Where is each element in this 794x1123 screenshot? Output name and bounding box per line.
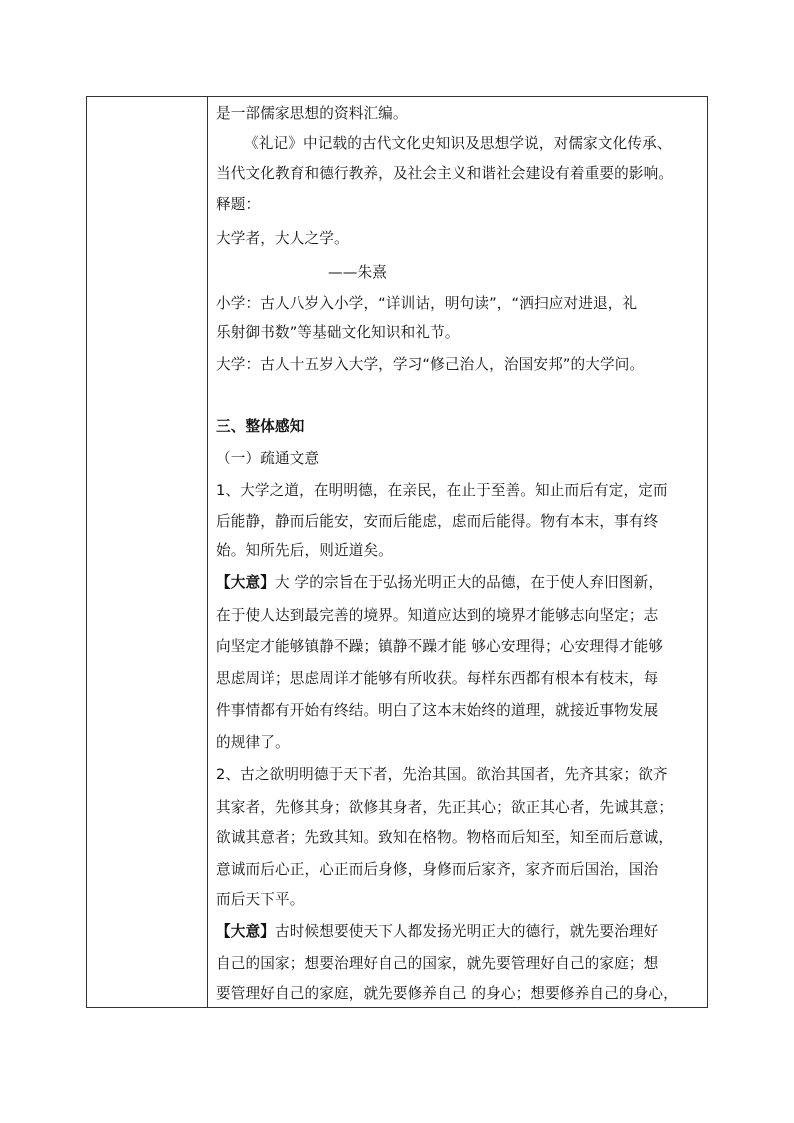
text-line: 件事情都有开始有终结。明白了这本末始终的道理，就接近事物发展	[216, 702, 659, 719]
text-line: 大学者，大人之学。	[216, 230, 349, 247]
text-line: 要管理好自己的家庭，就先要修养自己 的身心；想要修养自己的身心，	[216, 985, 678, 1002]
text-line: 1、大学之道，在明明德，在亲民，在止于至善。知止而后有定，定而	[216, 482, 668, 499]
text-line: 其家者，先修其身；欲修其身者，先正其心；欲正其心者，先诚其意；	[216, 799, 674, 816]
attribution: ——朱熹	[328, 264, 387, 281]
text-line	[216, 922, 658, 942]
text-line: 的规律了。	[216, 734, 290, 751]
text-line: 大学：古人十五岁入大学，学习“修己治人，治国安邦”的大学问。	[216, 356, 645, 373]
text-line: 而后天下平。	[216, 891, 305, 908]
text-line: 释题：	[216, 196, 261, 213]
text-line: 意诚而后心正，心正而后身修，身修而后家齐，家齐而后国治，国治	[216, 861, 659, 878]
dayi-text: 大 学的宗旨在于弘扬光明正大的品德，在于使人弃旧图新，	[274, 574, 664, 591]
text-line	[216, 573, 663, 593]
subsection-heading: （一）疏通文意	[216, 450, 320, 467]
text-line: 向坚定才能够镇静不躁；镇静不躁才能 够心安理得；心安理得才能够	[216, 638, 664, 655]
text-line: 小学：古人八岁入小学，“详训诂，明句读”，“洒扫应对进退，礼	[216, 295, 638, 312]
text-line: 思虑周详；思虑周详才能够有所收获。每样东西都有根本有枝末，每	[216, 670, 659, 687]
dayi-text: 古时候想要使天下人都发扬光明正大的德行，就先要治理好	[274, 923, 659, 940]
text-line: 乐射御书数”等基础文化知识和礼节。	[216, 324, 460, 341]
text-line: 欲诚其意者；先致其知。致知在格物。物格而后知至，知至而后意诚，	[216, 829, 674, 846]
text-line: 2、古之欲明明德于天下者，先治其国。欲治其国者，先齐其家；欲齐	[216, 766, 668, 783]
text-line: 自己的国家；想要治理好自己的国家，就先要管理好自己的家庭；想	[216, 955, 659, 972]
text-line: 当代文化教育和德行教养，及社会主义和谐社会建设有着重要的影响。	[216, 165, 674, 182]
text-line: 是一部儒家思想的资料汇编。	[216, 105, 408, 122]
column-divider	[207, 97, 208, 1007]
text-line: 《礼记》中记载的古代文化史知识及思想学说，对儒家文化传承、	[244, 135, 672, 152]
dayi-label: 【大意】	[216, 574, 275, 591]
dayi-label: 【大意】	[216, 923, 275, 940]
text-line: 始。知所先后，则近道矣。	[216, 542, 393, 559]
content-table	[86, 96, 708, 1008]
section-heading: 三、整体感知	[216, 418, 305, 435]
text-line: 后能静，静而后能安，安而后能虑，虑而后能得。物有本末，事有终	[216, 513, 659, 530]
text-line: 在于使人达到最完善的境界。知道应达到的境界才能够志向坚定；志	[216, 607, 659, 624]
